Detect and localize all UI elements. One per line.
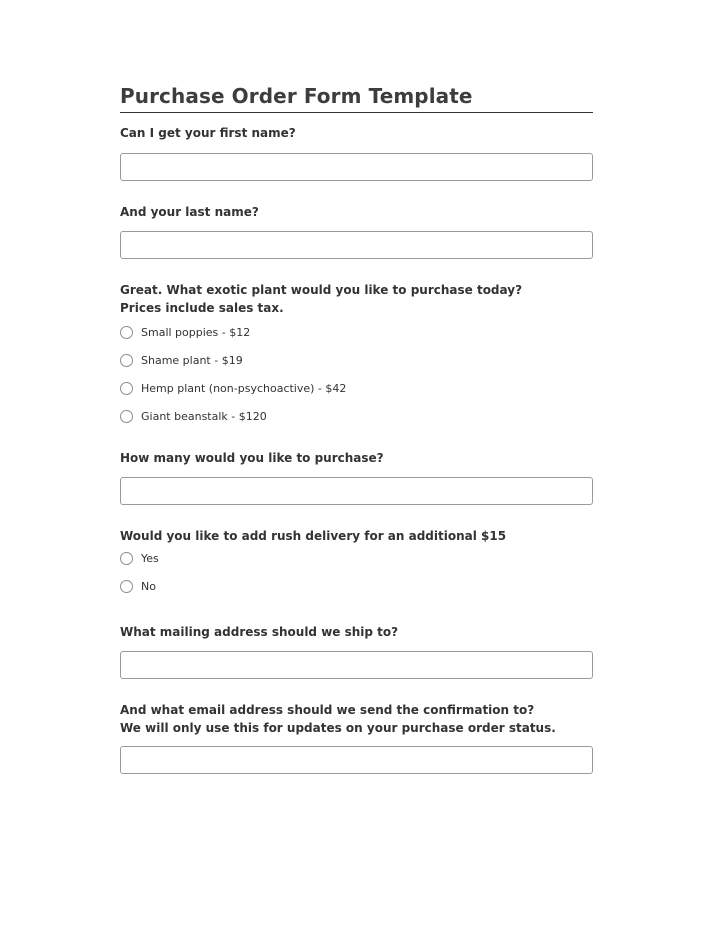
first-name-input[interactable]: [120, 153, 593, 181]
rush-delivery-label: Would you like to add rush delivery for an additional $15: [120, 529, 507, 543]
rush-delivery-options: [120, 545, 593, 601]
radio-button[interactable]: [120, 354, 133, 367]
rush-option-label: Yes: [141, 552, 159, 565]
address-label: What mailing address should we ship to?: [120, 625, 399, 639]
plant-option-label: Giant beanstalk - $120: [141, 410, 267, 423]
form-title: Purchase Order Form Template: [120, 82, 593, 113]
plant-question-label: Great. What exotic plant would you like to purchase today?: [120, 283, 523, 297]
email-input[interactable]: [120, 746, 593, 774]
plant-option[interactable]: [120, 375, 593, 403]
last-name-input[interactable]: [120, 231, 593, 259]
radio-button[interactable]: [120, 410, 133, 423]
radio-button[interactable]: [120, 326, 133, 339]
plant-option[interactable]: [120, 347, 593, 375]
email-label: And what email address should we send the confirmation to?: [120, 703, 535, 717]
radio-button[interactable]: [120, 580, 133, 593]
plant-options: [120, 319, 593, 431]
quantity-input[interactable]: [120, 477, 593, 505]
email-note: We will only use this for updates on your purchase order status.: [120, 721, 556, 735]
radio-button[interactable]: [120, 552, 133, 565]
address-input[interactable]: [120, 651, 593, 679]
rush-option-yes[interactable]: [120, 545, 593, 573]
first-name-label: Can I get your first name?: [120, 126, 296, 140]
plant-option-label: Shame plant - $19: [141, 354, 243, 367]
radio-button[interactable]: [120, 382, 133, 395]
rush-option-no[interactable]: [120, 573, 593, 601]
plant-question-note: Prices include sales tax.: [120, 301, 284, 315]
plant-option-label: Hemp plant (non-psychoactive) - $42: [141, 382, 347, 395]
rush-option-label: No: [141, 580, 156, 593]
plant-option-label: Small poppies - $12: [141, 326, 251, 339]
plant-option[interactable]: [120, 319, 593, 347]
purchase-order-form: [120, 82, 593, 774]
last-name-label: And your last name?: [120, 205, 259, 219]
quantity-label: How many would you like to purchase?: [120, 451, 384, 465]
plant-option[interactable]: [120, 403, 593, 431]
